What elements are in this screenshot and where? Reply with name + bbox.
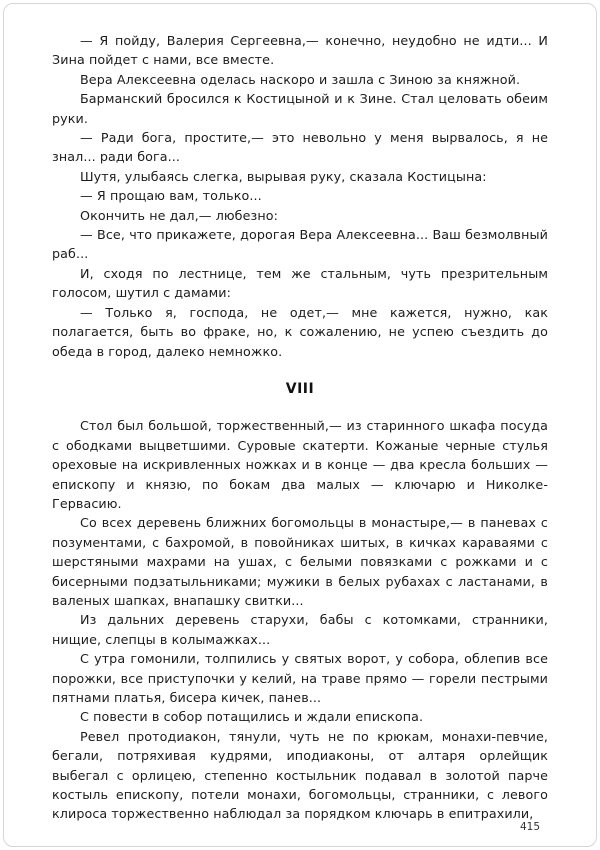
paragraph: Из дальних деревень старухи, бабы с котомками, странники, нищие, слепцы в колымажках... — [52, 612, 548, 647]
paragraph: С утра гомонили, толпились у святых ворот, у собора, облепив все порожки, все приступочки у келий, на траве прямо — горели пестрыми пятнами платья, бисера кичек, панев... — [52, 651, 548, 705]
page-text — [52, 31, 548, 824]
paragraph: Барманский бросился к Костицыной и к Зине. Стал целовать обеим руки. — [52, 91, 548, 126]
paragraph: Шутя, улыбаясь слегка, вырывая руку, сказала Костицына: — [80, 168, 487, 184]
paragraph: Окончить не дал,— любезно: — [80, 207, 278, 223]
paragraph: — Я прощаю вам, только... — [80, 188, 262, 204]
book-page — [3, 3, 597, 847]
paragraph: Вера Алексеевна оделась наскоро и зашла с Зиною за княжной. — [80, 71, 521, 87]
paragraph: И, сходя по лестнице, тем же стальным, чуть презрительным голосом, шутил с дамами: — [52, 265, 548, 301]
chapter-heading: VIII — [285, 380, 315, 397]
paragraph: — Все, что прикажете, дорогая Вера Алексеевна... Ваш безмолвный раб... — [52, 227, 548, 262]
page-number: 415 — [519, 821, 540, 833]
paragraph: — Только я, господа, не одет,— мне кажется, нужно, как полагается, быть во фраке, но, к сожалению, не успею съездить до обеда в город, далеко немножко. — [52, 304, 548, 359]
paragraph: С повести в собор потащились и ждали епископа. — [80, 709, 424, 725]
paragraph: Со всех деревень ближних богомольцы в монастыре,— в паневах с позументами, с бахромой, в повойниках шитых, в кичках караваями с шерстяными махрами на ушах, с белыми повязками с рожками и с бисерными подзатыльниками; мужики в белых рубахах с ластанами, в валеных шапках, внапашку свитки... — [52, 515, 548, 608]
paragraph: — Я пойду, Валерия Сергеевна,— конечно, неудобно не идти... И Зина пойдет с нами, все вместе. — [52, 33, 548, 68]
paragraph: — Ради бога, простите,— это невольно у меня вырвалось, я не знал... ради бога... — [52, 130, 548, 165]
paragraph: Стол был большой, торжественный,— из старинного шкафа посуда с ободками выцветшими. Суровые скатерти. Кожаные черные стулья ореховые на искривленных ножках и в конце — два кресла больших — епископу и князю, по бокам два малых — ключарю и Николке-Гервасию. — [52, 418, 548, 511]
paragraph: Ревел протодиакон, тянули, чуть не по крюкам, монахи-певчие, бегали, потряхивая кудрями, иподиаконы, от алтаря орлейщик выбегал с орлицею, степенно костыльник подавал в золотой парче костыль епископу, потели монахи, богомольцы, странники, с левого клироса торжественно наблюдал за порядком ключарь в епитрахили, — [52, 728, 548, 822]
